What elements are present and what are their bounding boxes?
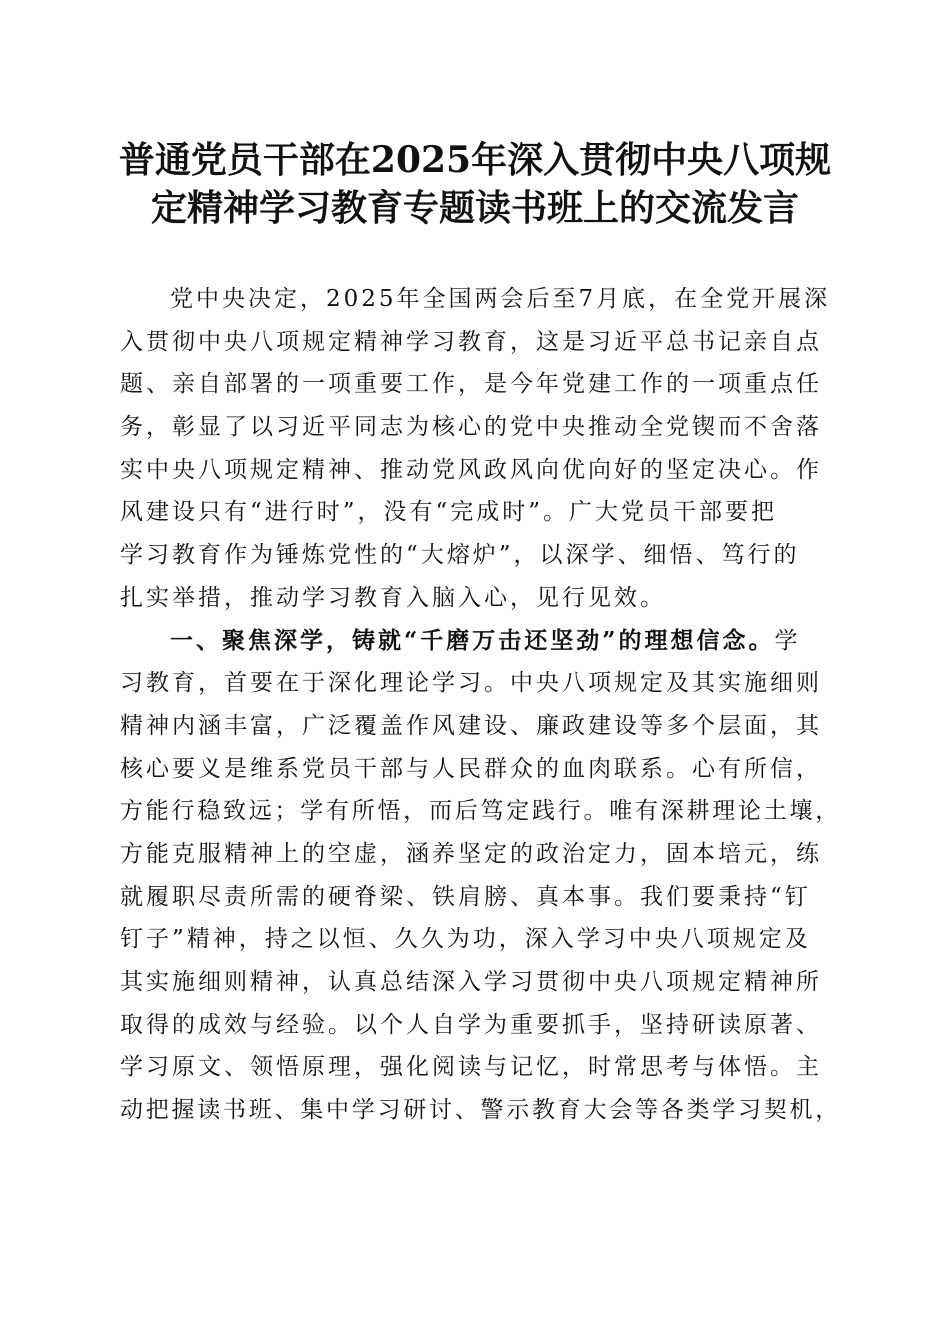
text-line: 取得的成效与经验。以个人自学为重要抓手，坚持研读原著、 [120, 1011, 822, 1038]
text-line: 务，彰显了以习近平同志为核心的党中央推动全党锲而不舍落 [120, 414, 822, 441]
text-line: 学习教育作为锤炼党性的“大熔炉”，以深学、细悟、笃行的 [120, 542, 800, 569]
text-line: 动把握读书班、集中学习研讨、警示教育大会等各类学习契机， [120, 1097, 841, 1124]
title-line: 普通党员干部在2025年深入贯彻中央八项规 [118, 139, 832, 181]
text-line: 入贯彻中央八项规定精神学习教育，这是习近平总书记亲自点 [120, 328, 822, 355]
text-line: 其实施细则精神，认真总结深入学习贯彻中央八项规定精神所 [120, 969, 822, 995]
text-line: 扎实举措，推动学习教育入脑入心，见行见效。 [120, 584, 666, 611]
section-heading: 一、聚焦深学，铸就“千磨万击还坚劲”的理想信念。 [170, 626, 775, 654]
paragraph-section-one [120, 620, 840, 1132]
text-line: 钉子”精神，持之以恒、久久为功，深入学习中央八项规定及 [120, 926, 811, 953]
section-heading-tail: 学 [774, 627, 801, 654]
text-line: 习教育，首要在于深化理论学习。中央八项规定及其实施细则 [120, 670, 822, 697]
paragraph-intro [120, 278, 840, 620]
text-line: 精神内涵丰富，广泛覆盖作风建设、廉政建设等多个层面，其 [120, 712, 822, 739]
text-line: 就履职尽责所需的硬脊梁、铁肩膀、真本事。我们要秉持“钉 [120, 883, 811, 910]
text-line [120, 620, 840, 663]
text-line: 方能克服精神上的空虚，涵养坚定的政治定力，固本培元，练 [120, 840, 822, 867]
document-body [120, 278, 840, 1132]
text-line: 实中央八项规定精神、推动党风政风向优向好的坚定决心。作 [120, 456, 822, 483]
text-line: 题、亲自部署的一项重要工作，是今年党建工作的一项重点任 [120, 371, 822, 398]
text-line: 学习原文、领悟原理，强化阅读与记忆，时常思考与体悟。主 [120, 1054, 822, 1081]
text-line: 方能行稳致远；学有所悟，而后笃定践行。唯有深耕理论土壤， [120, 798, 841, 825]
text-line: 党中央决定，2025年全国两会后至7月底，在全党开展深 [170, 286, 831, 312]
document-title [100, 136, 850, 232]
text-line: 核心要义是维系党员干部与人民群众的血肉联系。心有所信， [120, 755, 822, 782]
title-line: 定精神学习教育专题读书班上的交流发言 [150, 187, 799, 229]
text-line: 风建设只有“进行时”，没有“完成时”。广大党员干部要把 [120, 499, 778, 526]
